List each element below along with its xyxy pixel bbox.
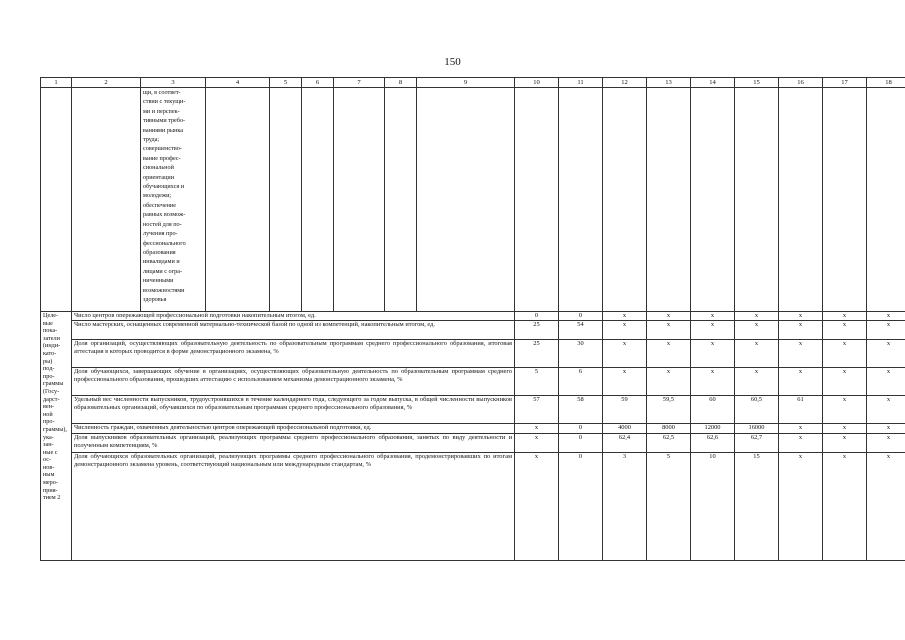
indicator-value: х: [647, 321, 691, 340]
indicator-label: Число мастерских, оснащенных современной материально-технической базой по одной из компетенций, накопительным итогом, ед.: [72, 321, 515, 340]
column-number: 5: [270, 78, 302, 88]
indicator-value: х: [867, 434, 905, 453]
indicator-value: х: [691, 312, 735, 321]
indicator-value: х: [603, 312, 647, 321]
column-number: 17: [823, 78, 867, 88]
indicator-row: [41, 340, 905, 368]
indicator-value: 0: [559, 424, 603, 434]
continuation-text: щи, в соответ- ствии с текущи- ми и перспек- тивными требо- ваниями рынка труда; совершенство- вание профес- сиональной ориентации обучающихся и молодежи; обеспечение равных возмож- ностей для по- лучения про- фессионального образования инвалидами и лицами с огра- ниченными возможностями здоровья: [141, 88, 206, 312]
indicator-value: х: [647, 312, 691, 321]
column-number: 6: [302, 78, 334, 88]
indicator-value: х: [823, 312, 867, 321]
indicator-value: 12000: [691, 424, 735, 434]
indicator-value: х: [779, 434, 823, 453]
indicator-value: 62,5: [647, 434, 691, 453]
column-number: 14: [691, 78, 735, 88]
indicator-value: х: [691, 368, 735, 396]
indicator-value: х: [867, 321, 905, 340]
indicator-value: х: [867, 396, 905, 424]
indicator-value: 3: [603, 453, 647, 561]
column-number: 9: [417, 78, 515, 88]
indicator-value: 25: [515, 321, 559, 340]
column-number: 4: [206, 78, 270, 88]
indicator-value: х: [779, 340, 823, 368]
indicator-value: х: [867, 312, 905, 321]
indicator-value: 62,7: [735, 434, 779, 453]
indicator-value: 57: [515, 396, 559, 424]
indicator-value: 0: [515, 312, 559, 321]
indicator-row: [41, 312, 905, 321]
indicator-value: х: [823, 368, 867, 396]
row-header-cell: Целе- вые пока- затели (инди- като- ры) под- про- граммы (Госу- дарст- вен- ной про- граммы), ука- зан- ные с ос- нов- ным меро- прия- тием 2: [41, 312, 72, 561]
indicator-value: 0: [559, 453, 603, 561]
column-number: 13: [647, 78, 691, 88]
column-number: 2: [72, 78, 141, 88]
indicator-value: 10: [691, 453, 735, 561]
indicator-value: х: [823, 321, 867, 340]
indicator-value: 60,5: [735, 396, 779, 424]
indicator-row: [41, 368, 905, 396]
indicator-value: х: [735, 368, 779, 396]
indicator-value: х: [691, 340, 735, 368]
column-number: 7: [334, 78, 385, 88]
indicator-value: 16000: [735, 424, 779, 434]
indicator-row: [41, 453, 905, 561]
column-number: 1: [41, 78, 72, 88]
indicator-value: 59: [603, 396, 647, 424]
indicator-row: [41, 321, 905, 340]
indicator-value: х: [823, 396, 867, 424]
column-number: 8: [385, 78, 417, 88]
column-number-row: [41, 78, 905, 88]
page-number: 150: [444, 56, 461, 68]
indicator-value: х: [779, 453, 823, 561]
indicator-value: 5: [647, 453, 691, 561]
indicator-value: х: [603, 368, 647, 396]
indicator-value: х: [867, 424, 905, 434]
indicator-value: 30: [559, 340, 603, 368]
indicator-value: х: [735, 340, 779, 368]
column-number: 12: [603, 78, 647, 88]
indicator-value: х: [823, 434, 867, 453]
indicator-label: Доля выпускников образовательных организаций, реализующих программы среднего профессионального образования, занятых по виду деятельности и полученным компетенциям, %: [72, 434, 515, 453]
indicator-value: х: [735, 312, 779, 321]
indicator-value: х: [867, 368, 905, 396]
indicator-value: 61: [779, 396, 823, 424]
column-number: 18: [867, 78, 905, 88]
indicator-value: 0: [559, 434, 603, 453]
column-number: 10: [515, 78, 559, 88]
indicator-value: х: [515, 434, 559, 453]
indicator-value: х: [691, 321, 735, 340]
indicator-label: Доля обучающихся, завершающих обучение в организациях, осуществляющих образовательную деятельность по образовательным программам среднего профессионального образования, прошедших аттестацию с использованием механизма демонстрационного экзамена, %: [72, 368, 515, 396]
indicator-value: х: [779, 424, 823, 434]
indicator-value: х: [867, 453, 905, 561]
indicator-label: Численность граждан, охваченных деятельностью центров опережающей профессиональной подготовки, ед.: [72, 424, 515, 434]
indicator-value: х: [515, 453, 559, 561]
indicator-value: 62,6: [691, 434, 735, 453]
column-number: 16: [779, 78, 823, 88]
column-number: 11: [559, 78, 603, 88]
indicator-value: х: [779, 368, 823, 396]
indicator-value: х: [823, 424, 867, 434]
indicator-row: [41, 424, 905, 434]
indicator-value: х: [515, 424, 559, 434]
continuation-row: [41, 88, 905, 312]
indicator-value: 25: [515, 340, 559, 368]
indicator-value: х: [603, 340, 647, 368]
indicator-value: х: [779, 321, 823, 340]
column-number: 3: [141, 78, 206, 88]
document-table: [40, 77, 905, 561]
indicator-value: 59,5: [647, 396, 691, 424]
indicator-value: х: [647, 368, 691, 396]
indicator-value: 5: [515, 368, 559, 396]
indicator-row: [41, 396, 905, 424]
indicator-value: х: [823, 340, 867, 368]
indicator-value: 8000: [647, 424, 691, 434]
indicator-value: 15: [735, 453, 779, 561]
indicator-value: 58: [559, 396, 603, 424]
indicator-value: х: [735, 321, 779, 340]
indicator-value: 0: [559, 312, 603, 321]
indicator-row: [41, 434, 905, 453]
indicator-value: 6: [559, 368, 603, 396]
indicator-label: Удельный вес численности выпускников, трудоустроившихся в течение календарного года, следующего за годом выпуска, в общей численности выпускников образовательных организаций, обучавшихся по образовательным программам среднего профессионального образования, %: [72, 396, 515, 424]
indicator-label: Число центров опережающей профессиональной подготовки накопительным итогом, ед.: [72, 312, 515, 321]
indicator-value: х: [603, 321, 647, 340]
indicator-value: х: [867, 340, 905, 368]
column-number: 15: [735, 78, 779, 88]
indicator-label: Доля организаций, осуществляющих образовательную деятельность по образовательным программам среднего профессионального образования, итоговая аттестация в которых проводится в форме демонстрационного экзамена, %: [72, 340, 515, 368]
indicator-value: х: [779, 312, 823, 321]
indicator-value: 54: [559, 321, 603, 340]
indicator-label: Доля обучающихся образовательных организаций, реализующих программы среднего профессионального образования, продемонстрировавших по итогам демонстрационного экзамена уровень, соответствующий национальным или международным стандартам, %: [72, 453, 515, 561]
indicator-value: 60: [691, 396, 735, 424]
indicator-value: х: [647, 340, 691, 368]
indicator-value: 62,4: [603, 434, 647, 453]
indicator-value: х: [823, 453, 867, 561]
indicator-value: 4000: [603, 424, 647, 434]
